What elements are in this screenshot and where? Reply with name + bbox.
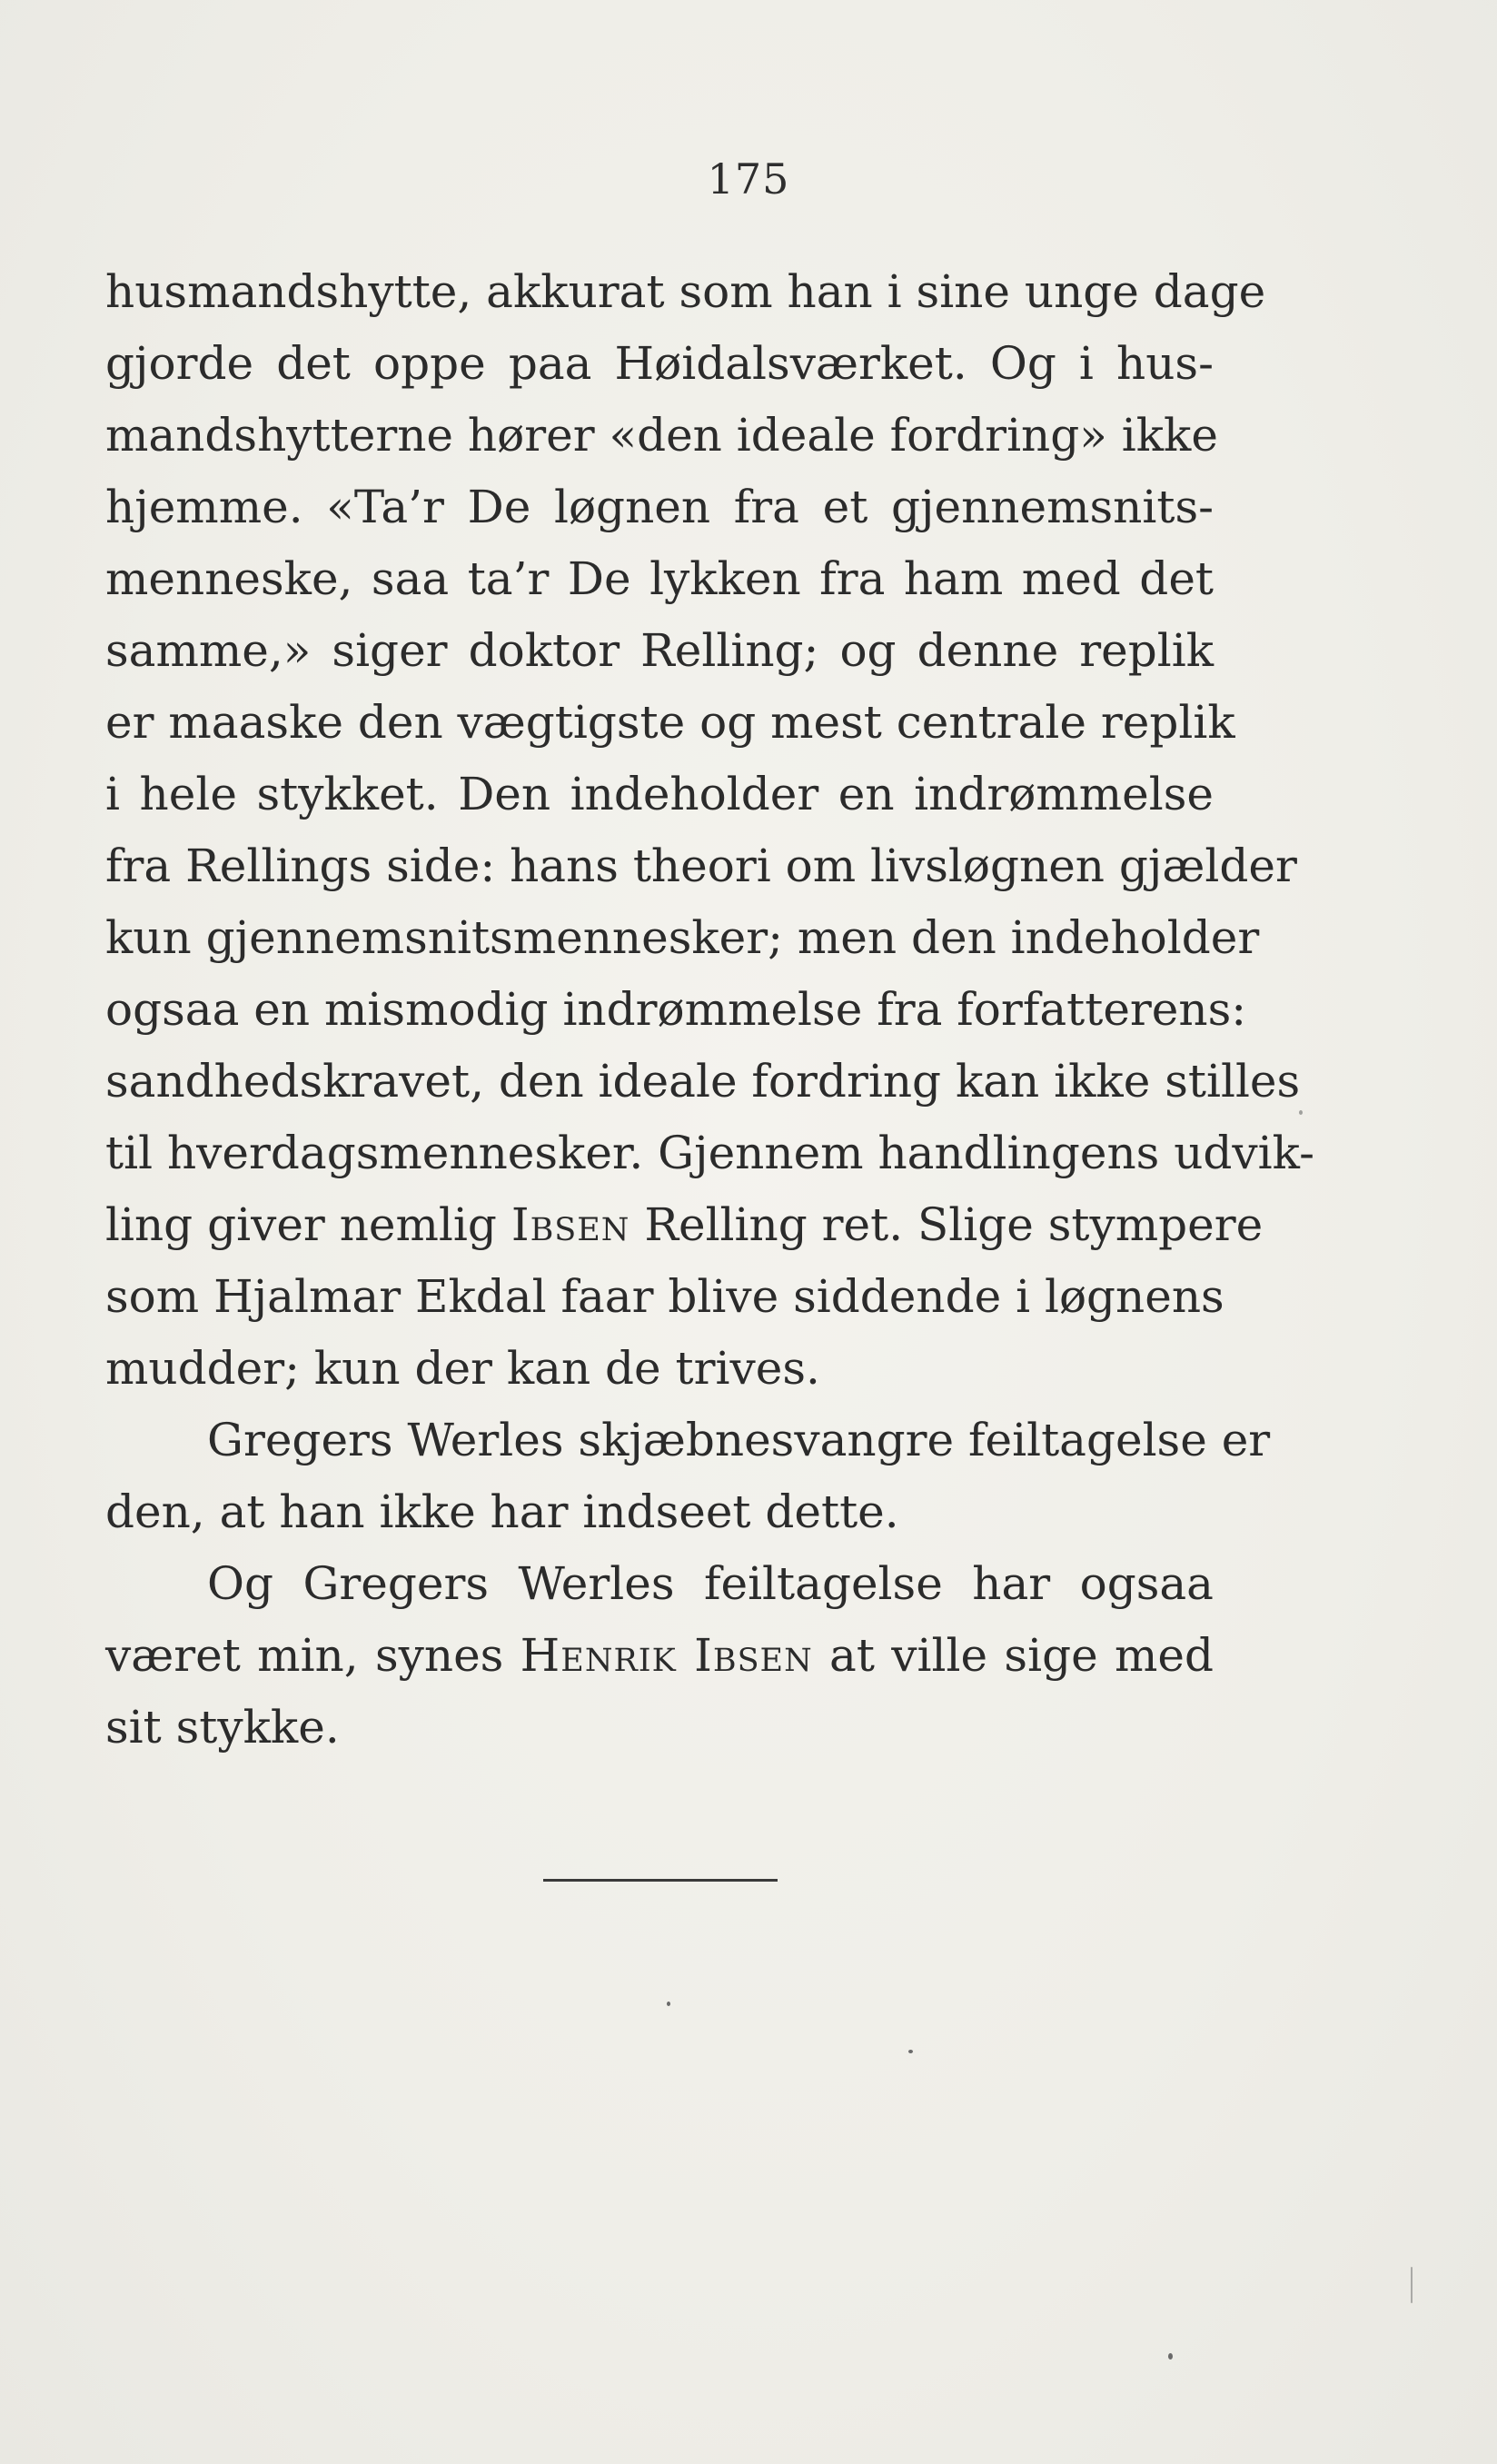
print-speck bbox=[667, 2002, 670, 2006]
text-line: til hverdagsmennesker. Gjennem handlingens udvik- bbox=[105, 1127, 1314, 1179]
text-line: samme,» siger doktor Relling; og denne replik bbox=[105, 624, 1214, 677]
text-segment: ling giver nemlig bbox=[105, 1198, 511, 1251]
author-name: Ibsen bbox=[511, 1198, 630, 1251]
print-speck bbox=[908, 2050, 913, 2053]
text-line: Og Gregers Werles feiltagelse har ogsaa bbox=[207, 1557, 1214, 1610]
text-segment: at ville sige med bbox=[812, 1629, 1214, 1682]
text-line: mudder; kun der kan de trives. bbox=[105, 1342, 820, 1395]
text-line: sit stykke. bbox=[105, 1701, 340, 1754]
text-line: ogsaa en mismodig indrømmelse fra forfatterens: bbox=[105, 983, 1247, 1036]
text-line bbox=[105, 1189, 1264, 1261]
author-name: Henrik Ibsen bbox=[520, 1629, 813, 1682]
paragraph bbox=[105, 256, 1314, 1405]
text-segment: været min, synes bbox=[105, 1629, 520, 1682]
print-speck bbox=[1411, 2267, 1413, 2303]
section-divider bbox=[543, 1879, 778, 1882]
text-line: i hele stykket. Den indeholder en indrømmelse bbox=[105, 768, 1214, 820]
text-line: fra Rellings side: hans theori om livsløgnen gjælder bbox=[105, 840, 1297, 892]
text-line: mandshytterne hører «den ideale fordring» ikke bbox=[105, 409, 1218, 462]
body-text bbox=[105, 256, 1314, 1764]
text-line: hjemme. «Ta’r De løgnen fra et gjennemsnits- bbox=[105, 481, 1214, 533]
text-line: som Hjalmar Ekdal faar blive siddende i løgnens bbox=[105, 1270, 1224, 1323]
text-line: gjorde det oppe paa Høidalsværket. Og i hus- bbox=[105, 337, 1214, 390]
paragraph bbox=[105, 1548, 1214, 1764]
page-number: 175 bbox=[707, 154, 790, 204]
text-line: menneske, saa ta’r De lykken fra ham med det bbox=[105, 552, 1214, 605]
text-line: den, at han ikke har indseet dette. bbox=[105, 1485, 899, 1538]
text-line: kun gjennemsnitsmennesker; men den indeholder bbox=[105, 911, 1260, 964]
text-line: Gregers Werles skjæbnesvangre feiltagelse er bbox=[207, 1414, 1271, 1466]
text-line: er maaske den vægtigste og mest centrale replik bbox=[105, 696, 1235, 749]
paragraph bbox=[105, 1405, 1271, 1548]
text-line: sandhedskravet, den ideale fordring kan ikke stilles bbox=[105, 1055, 1301, 1108]
print-speck bbox=[1299, 1110, 1303, 1115]
text-line: husmandshytte, akkurat som han i sine unge dage bbox=[105, 265, 1266, 318]
text-segment: Relling ret. Slige stympere bbox=[630, 1198, 1264, 1251]
print-speck bbox=[1168, 2353, 1173, 2360]
text-line bbox=[105, 1620, 1214, 1692]
